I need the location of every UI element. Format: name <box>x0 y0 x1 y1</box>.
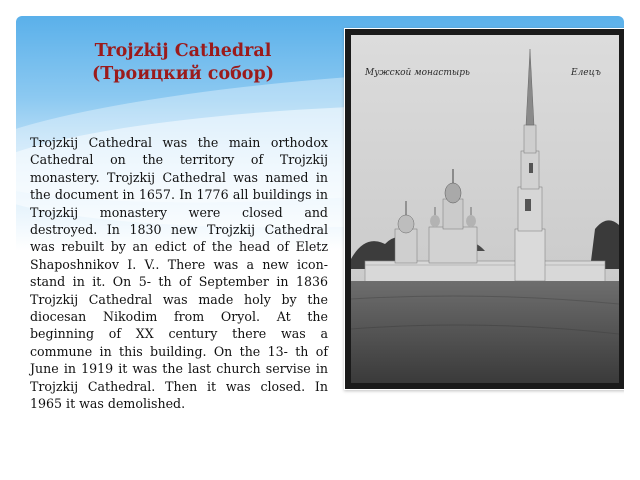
slide-body-text: Trojzkij Cathedral was the main orthodox Cathedral on the territory of Trojzkij monastery. Trojzkij Cathedral was named in the document in 1657. In 1776 all buildings in Trojzkij monastery were closed and destroyed. In 1830 new Trojzkij Cathedral was rebuilt by an edict of the head of Eletz Shaposhnikov I. V.. There was a new icon-stand in it. On 5- th of September in 1836 Trojzkij Cathedral was made holy by the diocesan Nikodim from Oryol. At the beginning of XX century there was a commune in this building. On the 13- th of June in 1919 it was the last church servise in Trojzkij Cathedral. Then it was closed. In 1965 it was demolished. <box>30 135 328 412</box>
title-line-russian: (Троицкий собор) <box>92 64 274 84</box>
monastery-photo-image <box>345 29 624 389</box>
slide <box>16 16 624 468</box>
photo-caption-left: Мужской монастырь <box>365 68 470 78</box>
slide-title <box>40 40 326 86</box>
photo-frame <box>344 28 624 390</box>
monastery-photo <box>345 29 624 389</box>
title-line-english: Trojzkij Cathedral <box>94 41 272 61</box>
photo-caption-right: Елецъ <box>571 68 601 78</box>
